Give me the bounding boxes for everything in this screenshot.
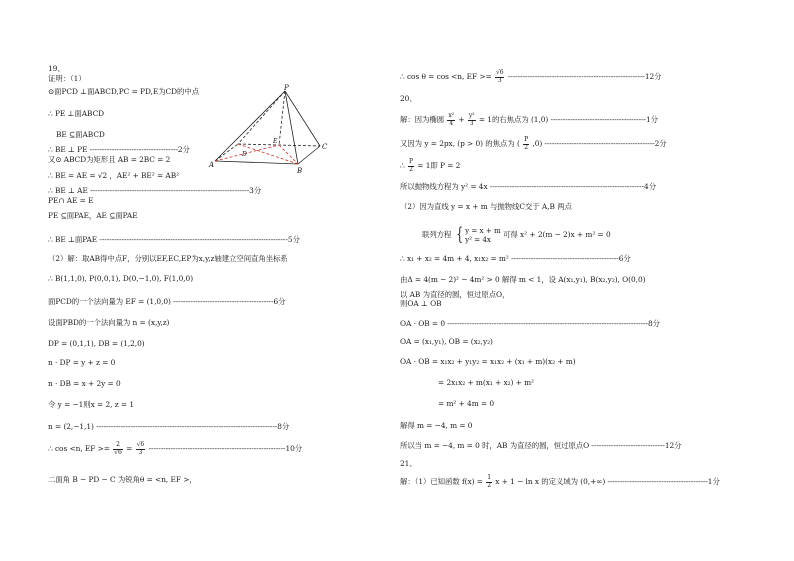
perp-line: 则OA ⊥ OB	[400, 299, 442, 308]
discriminant-line: 由Δ = 4(m − 2)² − 4m² > 0 解得 m < 1，设 A(x₁,y₁), B(x₂,y₂), O(0,0)	[400, 275, 646, 284]
be-ae-line: ∴ BE = AE = √2 ，AE² + BE² = AB²	[48, 171, 179, 180]
segment-db	[238, 144, 298, 164]
cos-prefix: ∴ cos <n, EF >=	[48, 444, 110, 453]
system-brace: {	[455, 224, 463, 245]
parabola-equation-line: 所以抛物线方程为 y² = 4x ---------------------------------------------------------------4分	[400, 182, 657, 191]
problem-20-number: 20、	[400, 94, 417, 103]
cos-equals: =	[126, 444, 133, 453]
p-value-numerator: P	[408, 158, 413, 165]
ellipse-numerator-x: x²	[448, 112, 455, 119]
function-fraction	[486, 475, 492, 489]
vectors-line: DP = (0,1,1), DB = (1,2,0)	[48, 339, 145, 348]
system-prefix: 联列方程	[422, 230, 452, 239]
cos-numerator-2: √6	[136, 441, 145, 448]
problem-21-number: 21、	[400, 459, 417, 468]
be-perp-pe-line: ∴ BE ⊥ PE ------------------------------------2分	[48, 145, 190, 154]
cos-theta-prefix: ∴ cos θ = cos <n, EF >=	[400, 72, 492, 81]
system-line	[422, 226, 611, 244]
ellipse-fraction-x	[447, 113, 455, 127]
ellipse-line	[400, 113, 658, 127]
label-c: C	[322, 143, 328, 151]
system-result: 可得 x² + 2(m − 2)x + m² = 0	[503, 230, 611, 239]
cos-theta-fraction	[495, 70, 505, 84]
ellipse-denominator-y: 3	[469, 119, 474, 127]
cos-numerator-1: 2	[113, 442, 123, 450]
ellipse-prefix: 解：因为椭圆	[400, 115, 445, 124]
cos-theta-score: --------------------------------------------------------12分	[507, 72, 662, 81]
cos-denominator-2: 3	[138, 448, 143, 456]
cos-fraction-1	[113, 442, 123, 456]
parabola-focus-line	[400, 137, 667, 151]
problem-19-number: 19、	[48, 64, 65, 73]
conclusion-20-line: 所以当 m = −4, m = 0 时，AB 为直径的圆，恒过原点O ------------------------------12分	[400, 441, 682, 450]
function-domain-line	[400, 475, 720, 489]
label-e: E	[273, 138, 278, 145]
function-denominator: 2	[487, 481, 491, 489]
parabola-focus-suffix: ,0) ---------------------------------------------2分	[532, 139, 667, 148]
system-equations	[465, 226, 501, 244]
n-vector-line: n = (2,−1,1) --------------------------------------------------------------------------8分	[48, 422, 290, 431]
system-eq-1: y = x + m	[465, 226, 501, 235]
intersection-line: PE∩ AE = E	[48, 196, 94, 205]
label-b: B	[297, 167, 303, 175]
parabola-focus-fraction	[523, 137, 529, 151]
given-line: ⊙面PCD ⊥面ABCD,PC = PD,E为CD的中点	[48, 87, 200, 96]
cos-score: --------------------------------------------------------10分	[148, 444, 303, 453]
system-eq-2: y² = 4x	[465, 235, 491, 244]
p-value-suffix: = 1即 P = 2	[417, 161, 461, 170]
conclusion-part1: ∴ BE ⊥面PAE -----------------------------------------------------------------------------5分	[48, 235, 300, 244]
cos-fraction-2	[136, 442, 146, 456]
edge-pd	[238, 91, 285, 144]
edge-bc	[298, 146, 320, 164]
let-y-line: 令 y = −1则x = 2, z = 1	[48, 400, 134, 409]
dot-simplify-line: = 2x₁x₂ + m(x₁ + x₂) + m²	[438, 378, 534, 387]
label-a: A	[209, 161, 215, 169]
ellipse-suffix: = 1的右焦点为 (1,0) ---------------------------------------1分	[478, 115, 658, 124]
segment-pe	[279, 91, 285, 145]
edge-pa	[215, 91, 285, 161]
function-prefix: 解：（1）已知函数 f(x) =	[400, 477, 483, 486]
ellipse-numerator-y: y²	[468, 112, 475, 119]
normal-pcd-line: 面PCD的一个法向量为 EF = (1,0,0) -----------------------------------------6分	[48, 297, 286, 306]
function-suffix: x + 1 − ln x 的定义域为 (0,+∞) -----------------------------------------1分	[495, 477, 720, 486]
parabola-focus-prefix: 又因为 y = 2px, (p > 0) 的焦点为 (	[400, 139, 520, 148]
ellipse-plus: +	[458, 115, 465, 124]
cos-line	[48, 442, 302, 456]
dot-db-line: n · DB = x + 2y = 0	[48, 379, 121, 388]
oa-ob-line: OA = (x₁,y₁), OB = (x₂,y₂)	[400, 337, 493, 346]
be-subset-line: BE ⊆面ABCD	[56, 130, 105, 139]
line-intersect-line: （2）因为直线 y = x + m 与抛物线C交于 A,B 两点	[400, 202, 572, 211]
dot-expand-line: OA · OB = x₁x₂ + y₁y₂ = x₁x₂ + (x₁ + m)(x₂ + m)	[400, 357, 576, 366]
segment-ae	[215, 145, 279, 161]
parabola-focus-numerator: P	[524, 136, 529, 143]
p-value-fraction	[408, 159, 414, 173]
dihedral-line: 二面角 B − PD − C 为锐角θ = <n, EF >，	[48, 475, 197, 484]
normal-pbd-line: 设面PBD的一个法向量为 n = (x,y,z)	[48, 318, 170, 327]
part2-setup: （2）解：取AB得中点F，分别以EF,EC,EP为x,y,z轴建立空间直角坐标系	[48, 254, 288, 263]
rectangle-line: 又⊙ ABCD为矩形且 AB = 2BC = 2	[48, 155, 171, 164]
p-value-line	[400, 159, 460, 173]
p-value-denominator: 2	[409, 165, 413, 173]
ellipse-denominator-x: 4	[449, 119, 454, 127]
pyramid-figure	[210, 86, 340, 176]
be-perp-ae-line: ∴ BE ⊥ AE -----------------------------------------------------------------3分	[48, 186, 262, 195]
edge-ab	[215, 161, 298, 164]
ellipse-fraction-y	[468, 113, 476, 127]
pe-perp-line: ∴ PE ⊥面ABCD	[48, 109, 105, 118]
cos-theta-numerator: √6	[495, 69, 504, 76]
cos-denominator-1: √6	[114, 448, 122, 456]
coordinates-line: ∴ B(1,1,0), P(0,0,1), D(0,−1,0), F(1,0,0)	[48, 274, 194, 283]
cos-theta-denominator: 3	[497, 76, 502, 84]
dot-dp-line: n · DP = y + z = 0	[48, 358, 116, 367]
p-value-prefix: ∴	[400, 161, 405, 170]
circle-line: 以 AB 为直径的圆，恒过原点O，	[400, 290, 510, 299]
solve-m-line: 解得 m = −4, m = 0	[400, 421, 473, 430]
label-p: P	[284, 84, 289, 92]
dot-zero-line: OA · OB = 0 ----------------------------------------------------------------------------------8分	[400, 319, 660, 328]
proof-heading: 证明：（1）	[48, 74, 86, 83]
parabola-focus-denominator: 2	[524, 143, 528, 151]
cos-theta-line	[400, 70, 662, 84]
vieta-line: ∴ x₁ + x₂ = 4m + 4, x₁x₂ = m² --------------------------------------------6分	[400, 254, 631, 263]
label-d: D	[242, 151, 247, 158]
subset-pae-line: PE ⊆面PAE，AE ⊆面PAE	[48, 211, 138, 220]
dot-result-line: = m² + 4m = 0	[438, 399, 495, 408]
function-numerator: 1	[487, 474, 491, 481]
